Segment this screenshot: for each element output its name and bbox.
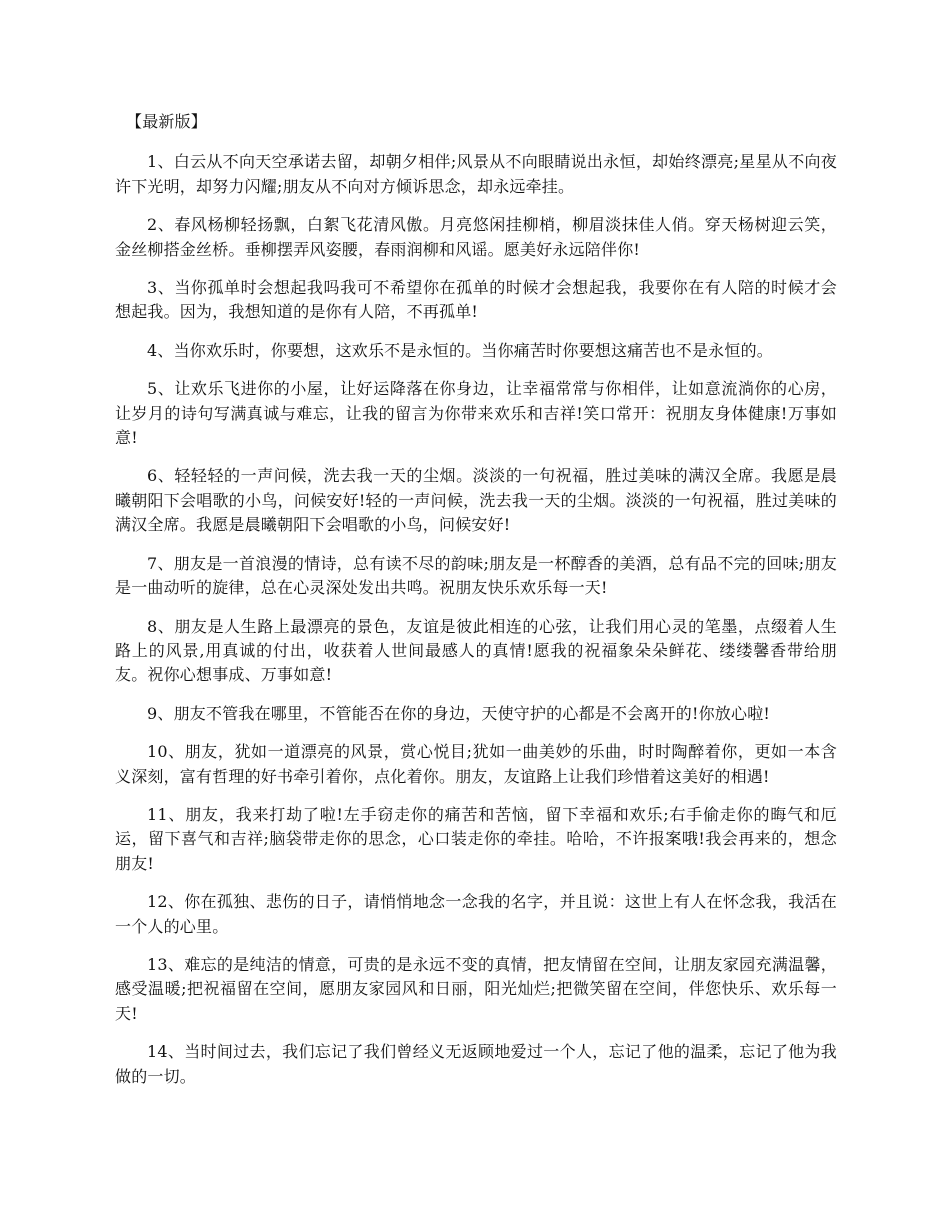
paragraph-10: 10、朋友，犹如一道漂亮的风景，赏心悦目;犹如一曲美妙的乐曲，时时陶醉着你，更如一本含义深刻，富有哲理的好书牵引着你，点化着你。朋友，友谊路上让我们珍惜着这美好的相遇!	[115, 742, 837, 786]
paragraph-6: 6、轻轻轻的一声问候，洗去我一天的尘烟。淡淡的一句祝福，胜过美味的满汉全席。我愿是晨曦朝阳下会唱歌的小鸟，问候安好!轻的一声问候，洗去我一天的尘烟。淡淡的一句祝福，胜过美味的满汉全席。我愿是晨曦朝阳下会唱歌的小鸟，问候安好!	[115, 466, 837, 535]
paragraph-5: 5、让欢乐飞进你的小屋，让好运降落在你身边，让幸福常常与你相伴，让如意流淌你的心房，让岁月的诗句写满真诚与难忘，让我的留言为你带来欢乐和吉祥!笑口常开：祝朋友身体健康!万事如意!	[115, 379, 837, 448]
document-page	[115, 110, 837, 1103]
paragraph-14: 14、当时间过去，我们忘记了我们曾经义无返顾地爱过一个人，忘记了他的温柔，忘记了他为我做的一切。	[115, 1042, 837, 1086]
paragraph-7: 7、朋友是一首浪漫的情诗，总有读不尽的韵味;朋友是一杯醇香的美酒，总有品不完的回味;朋友是一曲动听的旋律，总在心灵深处发出共鸣。祝朋友快乐欢乐每一天!	[115, 553, 837, 598]
document-header: 【最新版】	[126, 112, 208, 131]
paragraph-1: 1、白云从不向天空承诺去留，却朝夕相伴;风景从不向眼睛说出永恒，却始终漂亮;星星从不向夜许下光明，却努力闪耀;朋友从不向对方倾诉思念，却永远牵挂。	[115, 152, 837, 196]
paragraph-8: 8、朋友是人生路上最漂亮的景色，友谊是彼此相连的心弦，让我们用心灵的笔墨，点缀着人生路上的风景,用真诚的付出，收获着人世间最感人的真情!愿我的祝福象朵朵鲜花、缕缕馨香带给朋友。祝你心想事成、万事如意!	[115, 616, 837, 685]
paragraph-9: 9、朋友不管我在哪里，不管能否在你的身边，天使守护的心都是不会离开的!你放心啦!	[147, 703, 771, 723]
paragraph-13: 13、难忘的是纯洁的情意，可贵的是永远不变的真情，把友情留在空间，让朋友家园充满温馨，感受温暖;把祝福留在空间，愿朋友家园风和日丽，阳光灿烂;把微笑留在空间，伴您快乐、欢乐每一天!	[115, 954, 837, 1023]
paragraph-4: 4、当你欢乐时，你要想，这欢乐不是永恒的。当你痛苦时你要想这痛苦也不是永恒的。	[147, 340, 773, 360]
paragraph-3: 3、当你孤单时会想起我吗我可不希望你在孤单的时候才会想起我，我要你在有人陪的时候才会想起我。因为，我想知道的是你有人陪，不再孤单!	[115, 278, 837, 322]
paragraph-11: 11、朋友，我来打劫了啦!左手窃走你的痛苦和苦恼，留下幸福和欢乐;右手偷走你的晦气和厄运，留下喜气和吉祥;脑袋带走你的思念，心口装走你的牵挂。哈哈，不许报案哦!我会再来的，想念朋友!	[115, 804, 837, 873]
paragraph-2: 2、春风杨柳轻扬飘，白絮飞花清风傲。月亮悠闲挂柳梢，柳眉淡抹佳人俏。穿天杨树迎云笑，金丝柳搭金丝桥。垂柳摆弄风姿腰，春雨润柳和风谣。愿美好永远陪伴你!	[115, 215, 837, 259]
paragraph-12: 12、你在孤独、悲伤的日子，请悄悄地念一念我的名字，并且说：这世上有人在怀念我，我活在一个人的心里。	[115, 892, 837, 936]
